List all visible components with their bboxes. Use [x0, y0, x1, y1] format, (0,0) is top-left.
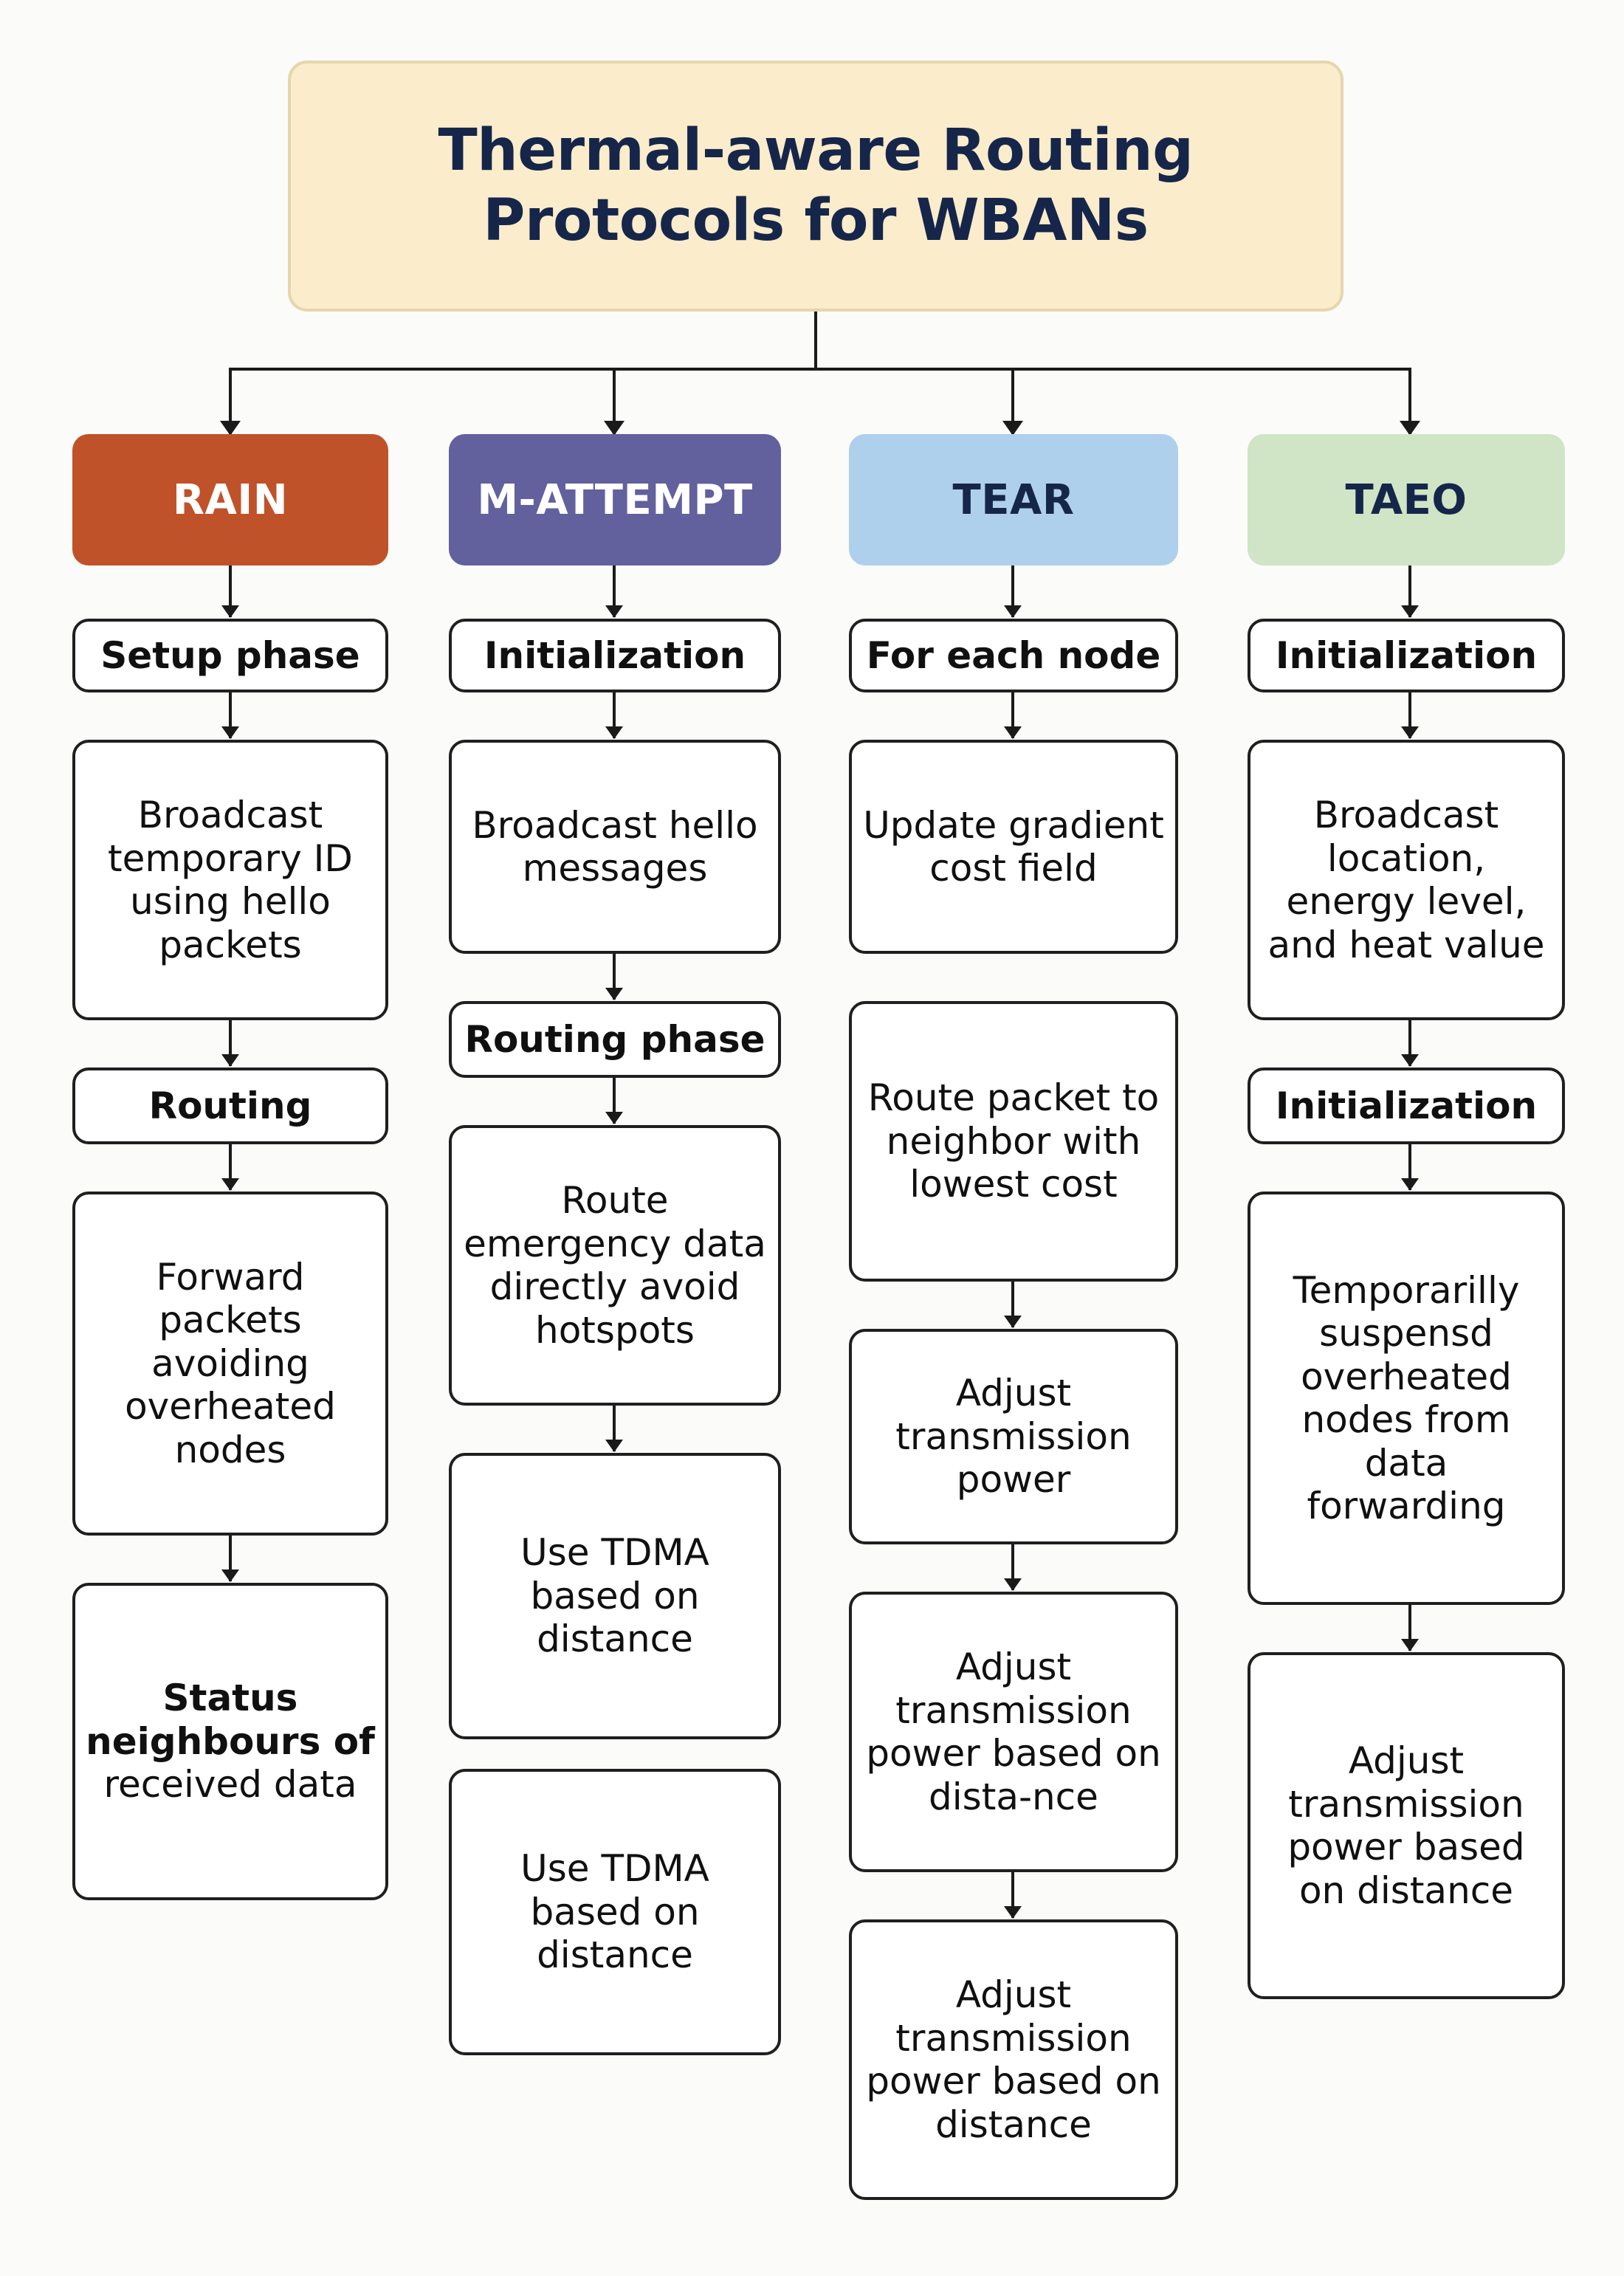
mattempt-step-4-label: Route emergency data directly avoid hotspots: [464, 1179, 766, 1352]
column-header-tear[interactable]: [849, 434, 1178, 565]
mattempt-arrow-2: [605, 988, 623, 1000]
taeo-arrow-3: [1401, 1178, 1419, 1191]
taeo-step-4[interactable]: [1248, 1192, 1565, 1605]
tear-arrow-3: [1004, 1316, 1022, 1328]
mattempt-step-6[interactable]: [449, 1769, 781, 2055]
mattempt-step-1-label: Initialization: [484, 633, 746, 677]
taeo-step-5[interactable]: [1248, 1652, 1565, 1999]
taeo-arrow-0: [1401, 605, 1419, 618]
taeo-step-2[interactable]: [1248, 740, 1565, 1020]
mattempt-step-3-label: Routing phase: [464, 1017, 765, 1061]
arrow-taeo: [1400, 421, 1420, 436]
arrow-m-attempt: [604, 421, 625, 436]
tear-arrow-1: [1004, 726, 1022, 739]
mattempt-step-4[interactable]: [449, 1125, 781, 1406]
taeo-step-4-label: Temporarilly suspensd overheated nodes from data forwarding: [1293, 1268, 1520, 1527]
taeo-step-2-label: Broadcast location, energy level, and heat value: [1267, 794, 1545, 966]
tear-step-3[interactable]: [849, 1001, 1178, 1282]
tear-step-4[interactable]: [849, 1329, 1178, 1544]
tear-step-6-label: Adjust transmission power based on distance: [866, 1973, 1161, 2146]
arrow-tear: [1002, 421, 1023, 436]
column-header-rain[interactable]: [72, 434, 388, 565]
rain-arrow-0: [221, 605, 239, 618]
rain-arrow-2: [221, 1054, 239, 1067]
rain-step-4-label: Forward packets avoiding overheated nodes: [125, 1255, 336, 1471]
mattempt-step-2[interactable]: [449, 740, 781, 954]
mattempt-step-5[interactable]: [449, 1453, 781, 1739]
mattempt-arrow-3: [605, 1112, 623, 1124]
diagram-title-box: [288, 61, 1343, 312]
tear-step-2[interactable]: [849, 740, 1178, 954]
rain-step-5-bold: Status neighbours of: [86, 1677, 375, 1763]
rain-arrow-4: [221, 1570, 239, 1582]
tear-step-5[interactable]: [849, 1592, 1178, 1872]
mattempt-arrow-4: [605, 1440, 623, 1452]
trunk-vertical: [814, 312, 817, 369]
mattempt-arrow-1: [605, 726, 623, 739]
rain-step-2-label: Broadcast temporary ID using hello packets: [108, 794, 353, 966]
taeo-arrow-4: [1401, 1639, 1419, 1651]
diagram-title: Thermal-aware Routing Protocols for WBANs: [438, 117, 1194, 254]
taeo-step-1-label: Initialization: [1275, 633, 1538, 677]
tear-arrow-0: [1004, 605, 1022, 618]
column-header-rain-label: RAIN: [172, 475, 289, 524]
tear-step-1-label: For each node: [866, 633, 1161, 677]
rain-step-5-label: [86, 1677, 375, 1806]
rain-step-3-label: Routing: [148, 1084, 312, 1127]
taeo-step-3[interactable]: [1248, 1067, 1565, 1144]
rain-step-3[interactable]: [72, 1067, 388, 1144]
mattempt-step-6-label: Use TDMA based on distance: [520, 1847, 709, 1977]
trunk-horizontal: [229, 368, 1410, 371]
tear-step-1[interactable]: [849, 619, 1178, 692]
column-header-m-attempt-label: M-ATTEMPT: [477, 475, 753, 524]
mattempt-step-1[interactable]: [449, 619, 781, 692]
rain-step-5[interactable]: [72, 1583, 388, 1900]
arrow-rain: [220, 421, 241, 436]
tear-arrow-4: [1004, 1578, 1022, 1591]
mattempt-step-5-label: Use TDMA based on distance: [520, 1531, 709, 1661]
rain-arrow-3: [221, 1178, 239, 1191]
tear-step-2-label: Update gradient cost field: [863, 803, 1164, 890]
tear-step-3-label: Route packet to neighbor with lowest cost: [867, 1076, 1160, 1206]
rain-arrow-1: [221, 726, 239, 739]
column-header-taeo-label: TAEO: [1345, 475, 1468, 524]
taeo-arrow-1: [1401, 726, 1419, 739]
taeo-arrow-2: [1401, 1054, 1419, 1067]
column-header-tear-label: TEAR: [952, 475, 1075, 524]
tear-step-6[interactable]: [849, 1919, 1178, 2200]
rain-step-1[interactable]: [72, 619, 388, 692]
taeo-step-3-label: Initialization: [1275, 1084, 1538, 1127]
mattempt-step-2-label: Broadcast hello messages: [472, 803, 758, 890]
tear-step-4-label: Adjust transmission power: [895, 1372, 1132, 1502]
rain-step-4[interactable]: [72, 1192, 388, 1536]
mattempt-arrow-0: [605, 605, 623, 618]
taeo-step-5-label: Adjust transmission power based on distance: [1287, 1739, 1525, 1912]
column-header-m-attempt[interactable]: [449, 434, 781, 565]
rain-step-5-normal: received data: [103, 1763, 357, 1806]
tear-arrow-5: [1004, 1906, 1022, 1919]
rain-step-2[interactable]: [72, 740, 388, 1020]
tear-step-5-label: Adjust transmission power based on dista-nce: [866, 1646, 1161, 1818]
taeo-step-1[interactable]: [1248, 619, 1565, 692]
column-header-taeo[interactable]: [1248, 434, 1565, 565]
mattempt-step-3[interactable]: [449, 1001, 781, 1078]
rain-step-1-label: Setup phase: [100, 633, 360, 677]
